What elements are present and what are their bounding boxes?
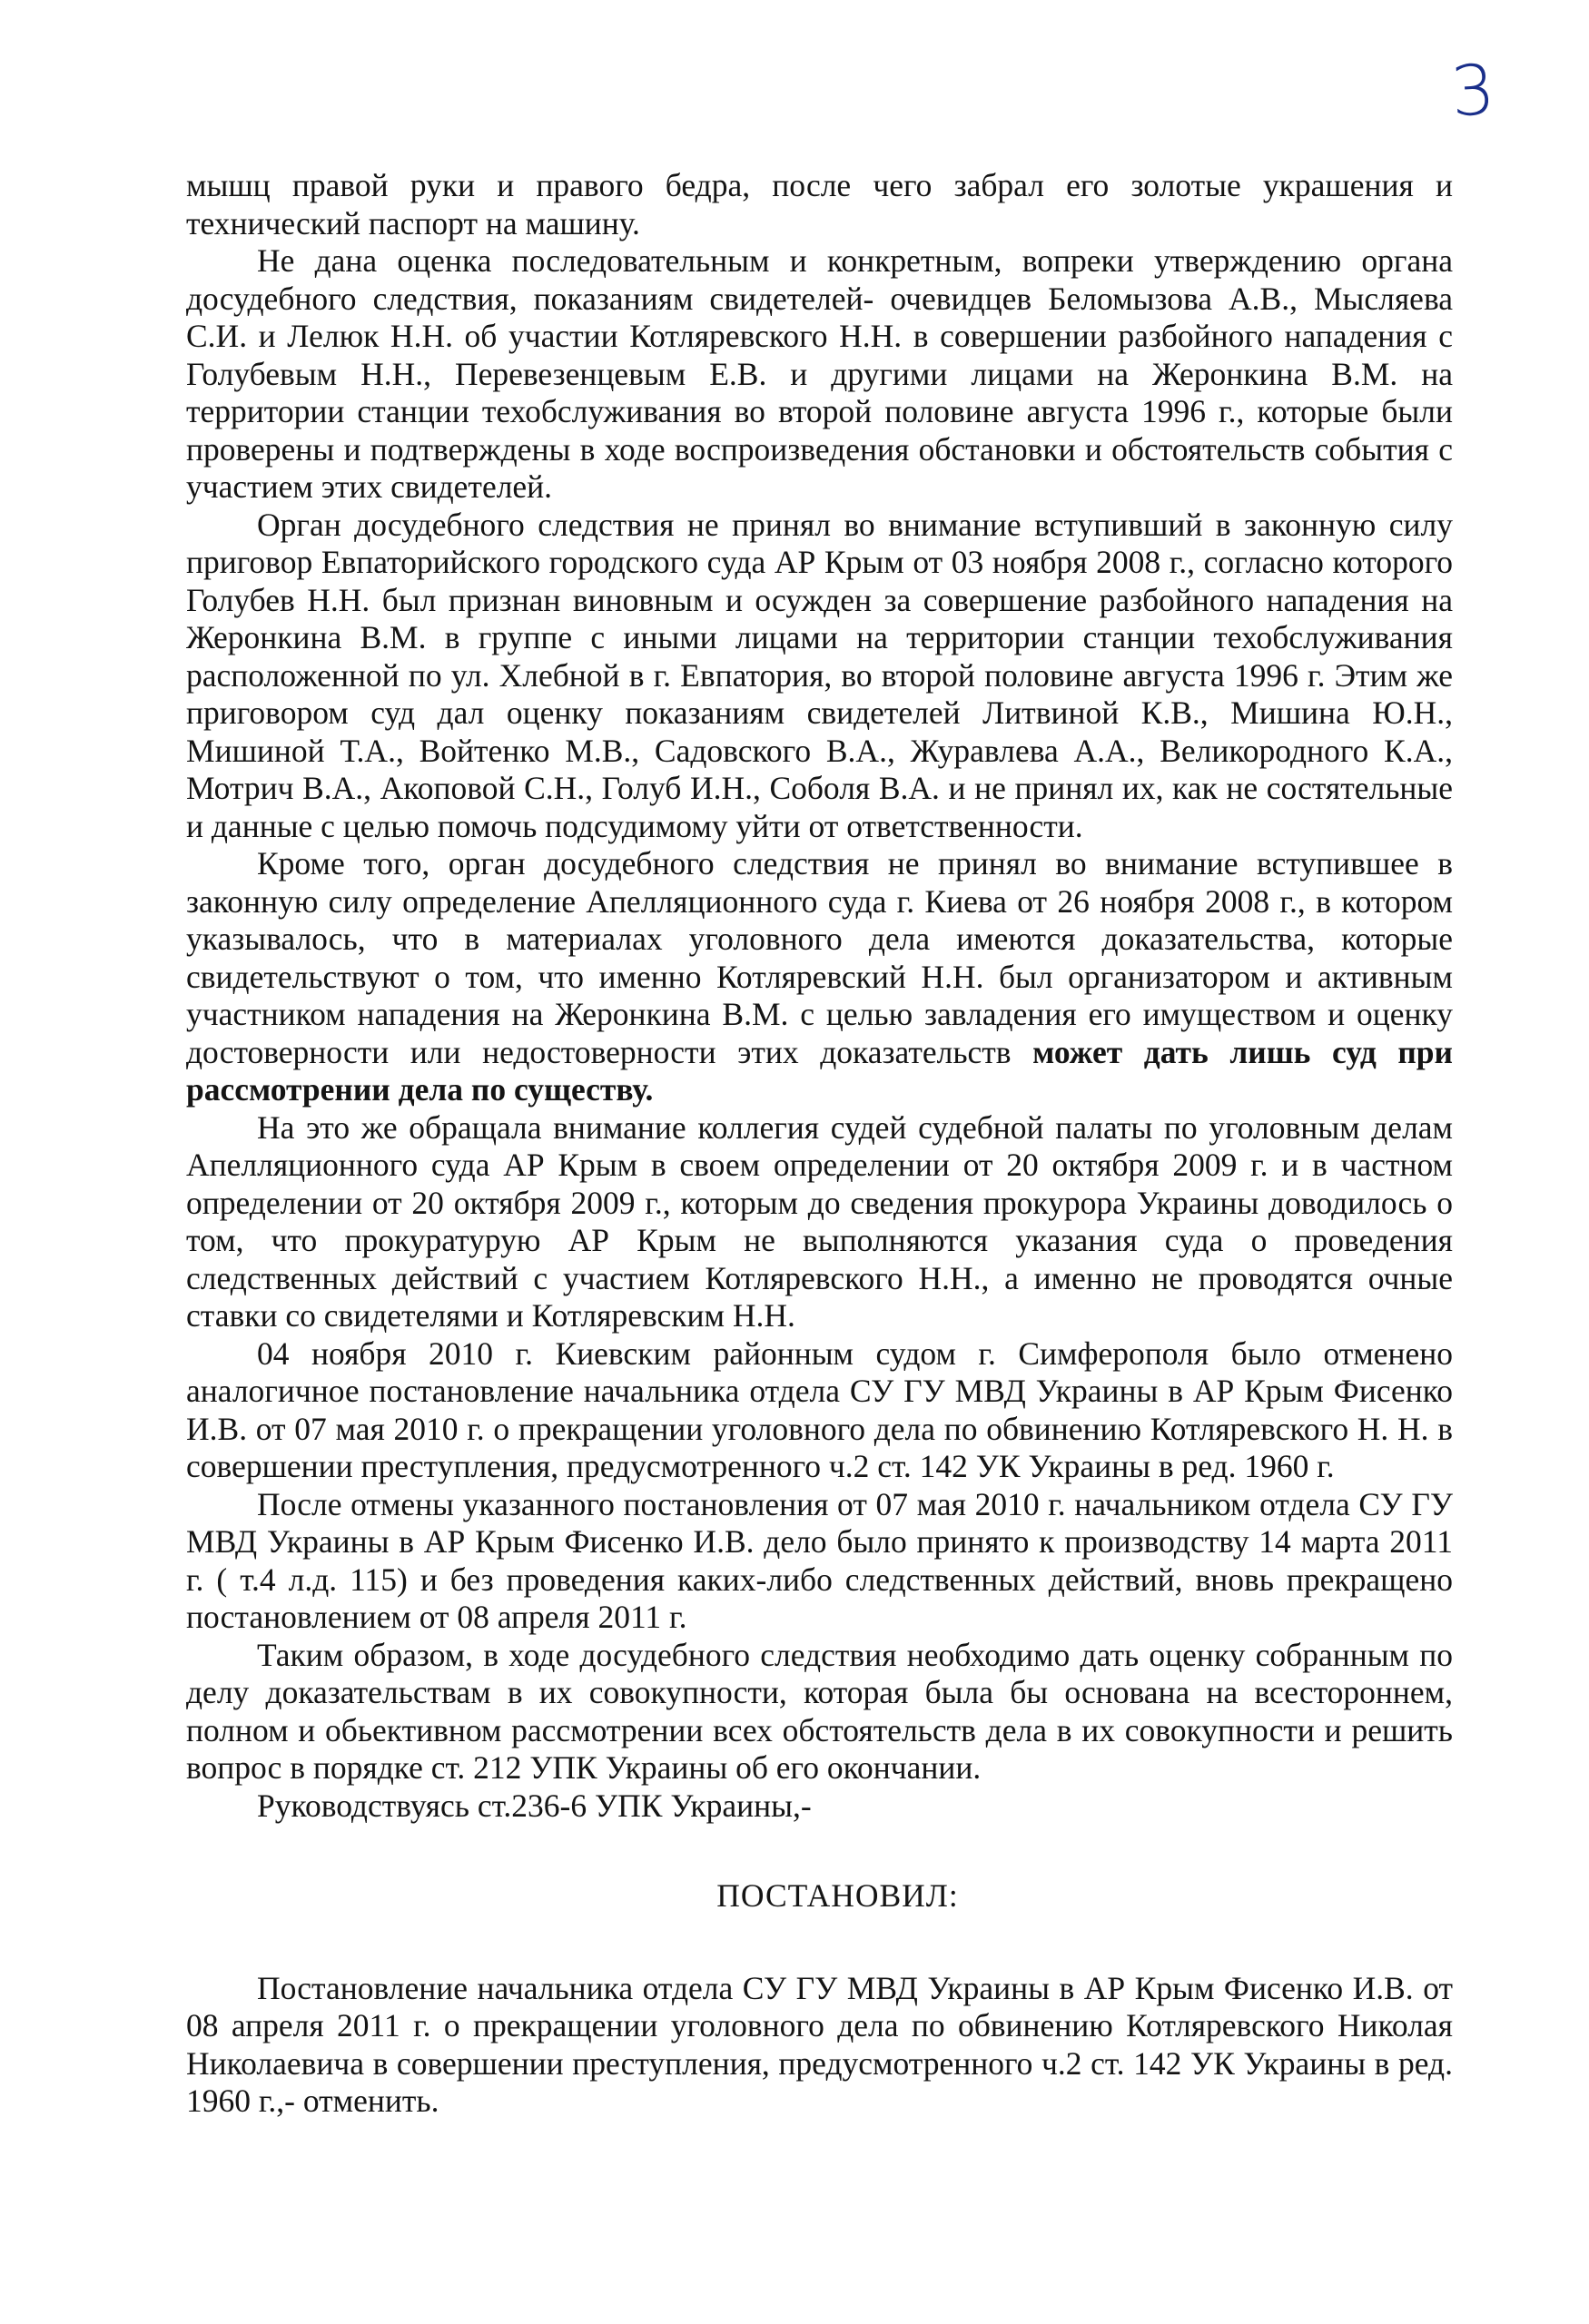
- paragraph-crimea-appeal-ruling: На это же обращала внимание коллегия судей судебной палаты по уголовным делам Апелляционного суда АР Крым в своем определении от 20 октября 2009 г. и в частном определении от 20 октября 2009 г., которым до сведения прокурора Украины доводилось о том, что прокуратурую АР Крым не выполняются указания суда о проведения следственных действий с участием Котляревского Н.Н., а именно не проводятся очные ставки со свидетелями и Котляревским Н.Н.: [186, 1108, 1453, 1334]
- paragraph-after-cancellation: После отмены указанного постановления от 07 мая 2010 г. начальником отдела СУ ГУ МВД Украины в АР Крым Фисенко И.В. дело было принято к производству 14 марта 2011 г. ( т.4 л.д. 115) и без проведения каких-либо следственных действий, вновь прекращено постановлением от 08 апреля 2011 г.: [186, 1485, 1453, 1635]
- paragraph-continuation: мышц правой руки и правого бедра, после чего забрал его золотые украшения и технический паспорт на машину.: [186, 167, 1453, 241]
- paragraph-simferopol-court: 04 ноября 2010 г. Киевским районным судом г. Симферополя было отменено аналогичное постановление начальника отдела СУ ГУ МВД Украины в АР Крым Фисенко И.В. от 07 мая 2010 г. о прекращении уголовного дела по обвинению Котляревского Н. Н. в совершении преступления, предусмотренного ч.2 ст. 142 УК Украины в ред. 1960 г.: [186, 1334, 1453, 1484]
- paragraph-evpatoria-verdict: Орган досудебного следствия не принял во внимание вступивший в законную силу приговор Евпаторийского городского суда АР Крым от 03 ноября 2008 г., согласно которого Голубев Н.Н. был признан виновным и осужден за совершение разбойного нападения на Жеронкина В.М. в группе с иными лицами на территории станции техобслуживания расположенной по ул. Хлебной в г. Евпатория, во второй половине августа 1996 г. Этим же приговором суд дал оценку показаниям свидетелей Литвиной К.В., Мишина Ю.Н., Мишиной Т.А., Войтенко М.В., Садовского В.А., Журавлева А.А., Великородного К.А., Мотрич В.А., Акоповой С.Н., Голуб И.Н., Соболя В.А. и не принял их, как не состятельные и данные с целью помочь подсудимому уйти от ответственности.: [186, 506, 1453, 844]
- paragraph-witness-testimony: Не дана оценка последовательным и конкретным, вопреки утверждению органа досудебного следствия, показаниям свидетелей- очевидцев Беломызова А.В., Мысляева С.И. и Лелюк Н.Н. об участии Котляревского Н.Н. в совершении разбойного нападения с Голубевым Н.Н., Перевезенцевым Е.В. и другими лицами на Жеронкина В.М. на территории станции техобслуживания во второй половине августа 1996 г., которые были проверены и подтверждены в ходе воспроизведения обстановки и обстоятельств события с участием этих свидетелей.: [186, 242, 1453, 505]
- paragraph-kiev-appeal-text: Кроме того, орган досудебного следствия не принял во внимание вступившее в законную силу определение Апелляционного суда г. Киева от 26 ноября 2008 г., в котором указывалось, что в материалах уголовного дела имеются доказательства, которые свидетельствуют о том, что именно Котляревский Н.Н. был организатором и активным участником нападения на Жеронкина В.М. с целью завладения его имуществом и оценку достоверности или недостоверности этих доказательств: [186, 845, 1453, 1070]
- paragraph-conclusion: Таким образом, в ходе досудебного следствия необходимо дать оценку собранным по делу доказательствам в их совокупности, которая была бы основана на всестороннем, полном и обьективном рассмотрении всех обстоятельств дела в их совокупности и решить вопрос в порядке ст. 212 УПК Украины об его окончании.: [186, 1636, 1453, 1786]
- document-body: [186, 167, 1453, 2121]
- paragraph-legal-basis: Руководствуясь ст.236-6 УПК Украины,-: [257, 1787, 812, 1824]
- handwritten-page-number: 3: [1447, 48, 1498, 133]
- paragraph-kiev-appeal-ruling: [186, 845, 1453, 1109]
- paragraph-resolution: Постановление начальника отдела СУ ГУ МВД Украины в АР Крым Фисенко И.В. от 08 апреля 2011 г. о прекращении уголовного дела по обвинению Котляревского Николая Николаевича в совершении преступления, предусмотренного ч.2 ст. 142 УК Украины в ред. 1960 г.,- отменить.: [186, 1969, 1453, 2119]
- section-title-resolved: ПОСТАНОВИЛ:: [716, 1877, 959, 1914]
- paragraph-kiev-appeal-bold: может дать лишь суд при рассмотрении дела по существу.: [186, 1033, 1454, 1108]
